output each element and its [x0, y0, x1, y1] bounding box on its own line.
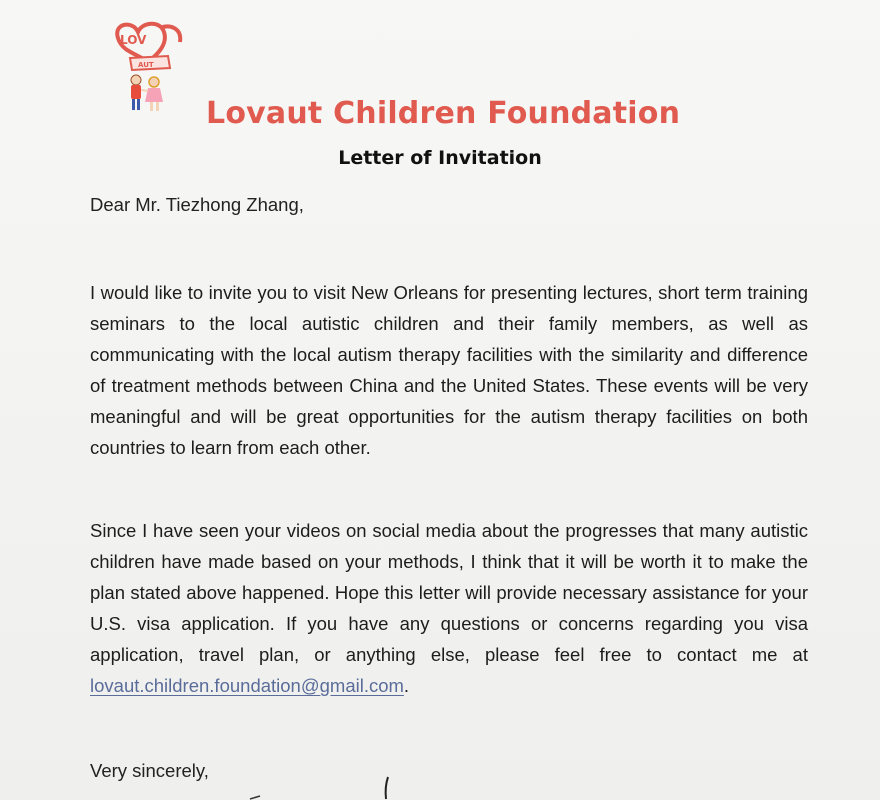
contact-email-link[interactable]: lovaut.children.foundation@gmail.com	[90, 675, 404, 696]
paragraph-contact-end: .	[403, 675, 410, 696]
organization-name: Lovaut Children Foundation	[206, 96, 681, 131]
signature-mark	[376, 775, 396, 800]
svg-text:LOV: LOV	[120, 33, 147, 47]
closing: Very sincerely,	[90, 760, 209, 781]
signature-stroke	[248, 795, 262, 800]
foundation-logo-icon	[108, 18, 188, 118]
paragraph-invitation: I would like to invite you to visit New Orleans for presenting lectures, short term training seminars to the local autistic children and their family members, as well as communicating with the local autism therapy facilities with the similarity and difference of treatment methods between China and the United States. These events will be very meaningful and will be great opportunities for the autism therapy facilities on both countries to learn from each other.	[90, 282, 808, 458]
svg-text:AUT: AUT	[138, 61, 154, 69]
paragraph-contact-text: Since I have seen your videos on social media about the progresses that many autistic children have made based on your methods, I think that it will be worth it to make the plan stated above happened. Hope this letter will provide necessary assistance for your U.S. visa application. If you have any questions or concerns regarding you visa application, travel plan, or anything else, please feel free to contact me at	[90, 520, 808, 665]
letter-title: Letter of Invitation	[338, 147, 542, 169]
paragraph-contact	[90, 515, 808, 701]
salutation: Dear Mr. Tiezhong Zhang,	[90, 194, 304, 215]
